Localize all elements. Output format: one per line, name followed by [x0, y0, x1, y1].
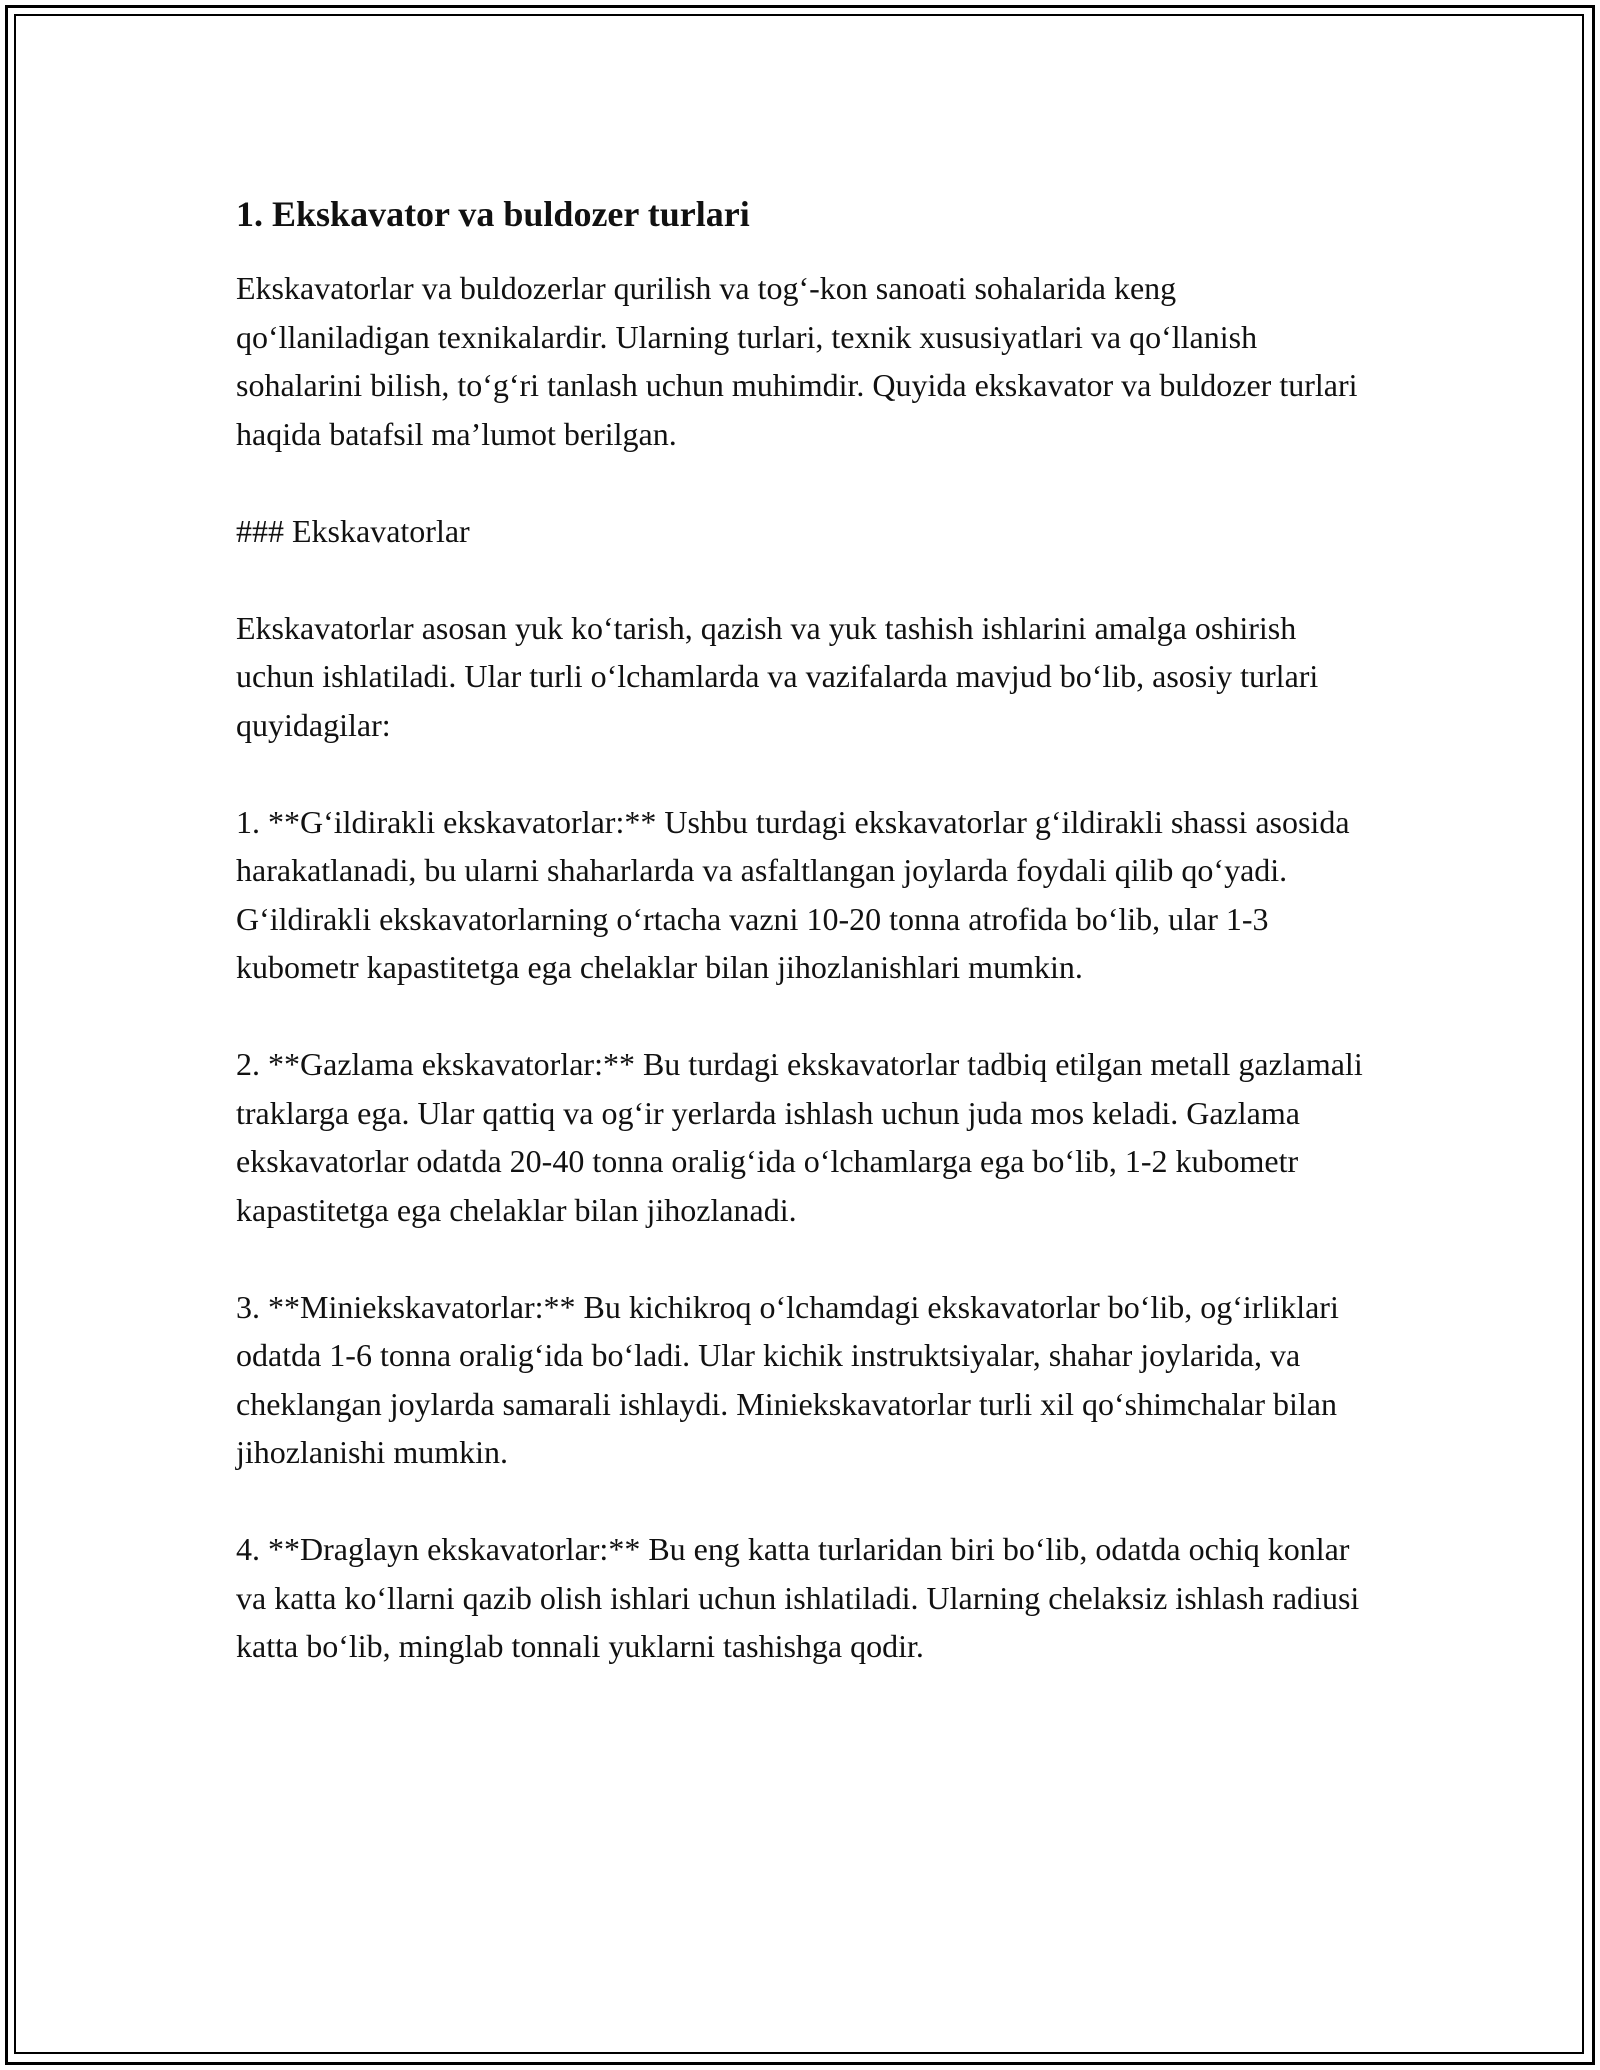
document-title: 1. Ekskavator va buldozer turlari	[236, 194, 750, 234]
intro-paragraph: Ekskavatorlar va buldozerlar qurilish va tog‘-kon sanoati sohalarida keng qo‘llaniladigan texnikalardir. Ularning turlari, texnik xususiyatlari va qo‘llanish sohalarini bilish, to‘g‘ri tanlash uchun muhimdir. Quyida ekskavator va buldozer turlari haqida batafsil ma’lumot berilgan.	[236, 270, 1358, 452]
list-item-draglayn: 4. **Draglayn ekskavatorlar:** Bu eng katta turlaridan biri bo‘lib, odatda ochiq konlar va katta ko‘llarni qazib olish ishlari uchun ishlatiladi. Ularning chelaksiz ishlash radiusi katta bo‘lib, minglab tonnali yuklarni tashishga qodir.	[236, 1531, 1360, 1664]
section-heading-ekskavatorlar: ### Ekskavatorlar	[236, 512, 470, 549]
list-item-miniekskavatorlar: 3. **Miniekskavatorlar:** Bu kichikroq o‘lchamdagi ekskavatorlar bo‘lib, og‘irliklari odatda 1-6 tonna oralig‘ida bo‘ladi. Ular kichik instruktsiyalar, shahar joylarida, va cheklangan joylarda samarali ishlaydi. Miniekskavatorlar turli xil qo‘shimchalar bilan jihozlanishi mumkin.	[236, 1288, 1339, 1470]
ekskavatorlar-intro-paragraph: Ekskavatorlar asosan yuk ko‘tarish, qazish va yuk tashish ishlarini amalga oshirish uchun ishlatiladi. Ular turli o‘lchamlarda va vazifalarda mavjud bo‘lib, asosiy turlari quyidagilar:	[236, 609, 1319, 743]
list-item-gazlama: 2. **Gazlama ekskavatorlar:** Bu turdagi ekskavatorlar tadbiq etilgan metall gazlamali traklarga ega. Ular qattiq va og‘ir yerlarda ishlash uchun juda mos keladi. Gazlama ekskavatorlar odatda 20-40 tonna oralig‘ida o‘lchamlarga ega bo‘lib, 1-2 kubometr kapastitetga ega chelaklar bilan jihozlanadi.	[236, 1046, 1363, 1228]
list-item-gildirakli: 1. **G‘ildirakli ekskavatorlar:** Ushbu turdagi ekskavatorlar g‘ildirakli shassi asosida harakatlanadi, bu ularni shaharlarda va asfaltlangan joylarda foydali qilib qo‘yadi. G‘ildirakli ekskavatorlarning o‘rtacha vazni 10-20 tonna atrofida bo‘lib, ular 1-3 kubometr kapastitetga ega chelaklar bilan jihozlanishlari mumkin.	[236, 803, 1350, 985]
document-body	[236, 188, 1366, 1719]
